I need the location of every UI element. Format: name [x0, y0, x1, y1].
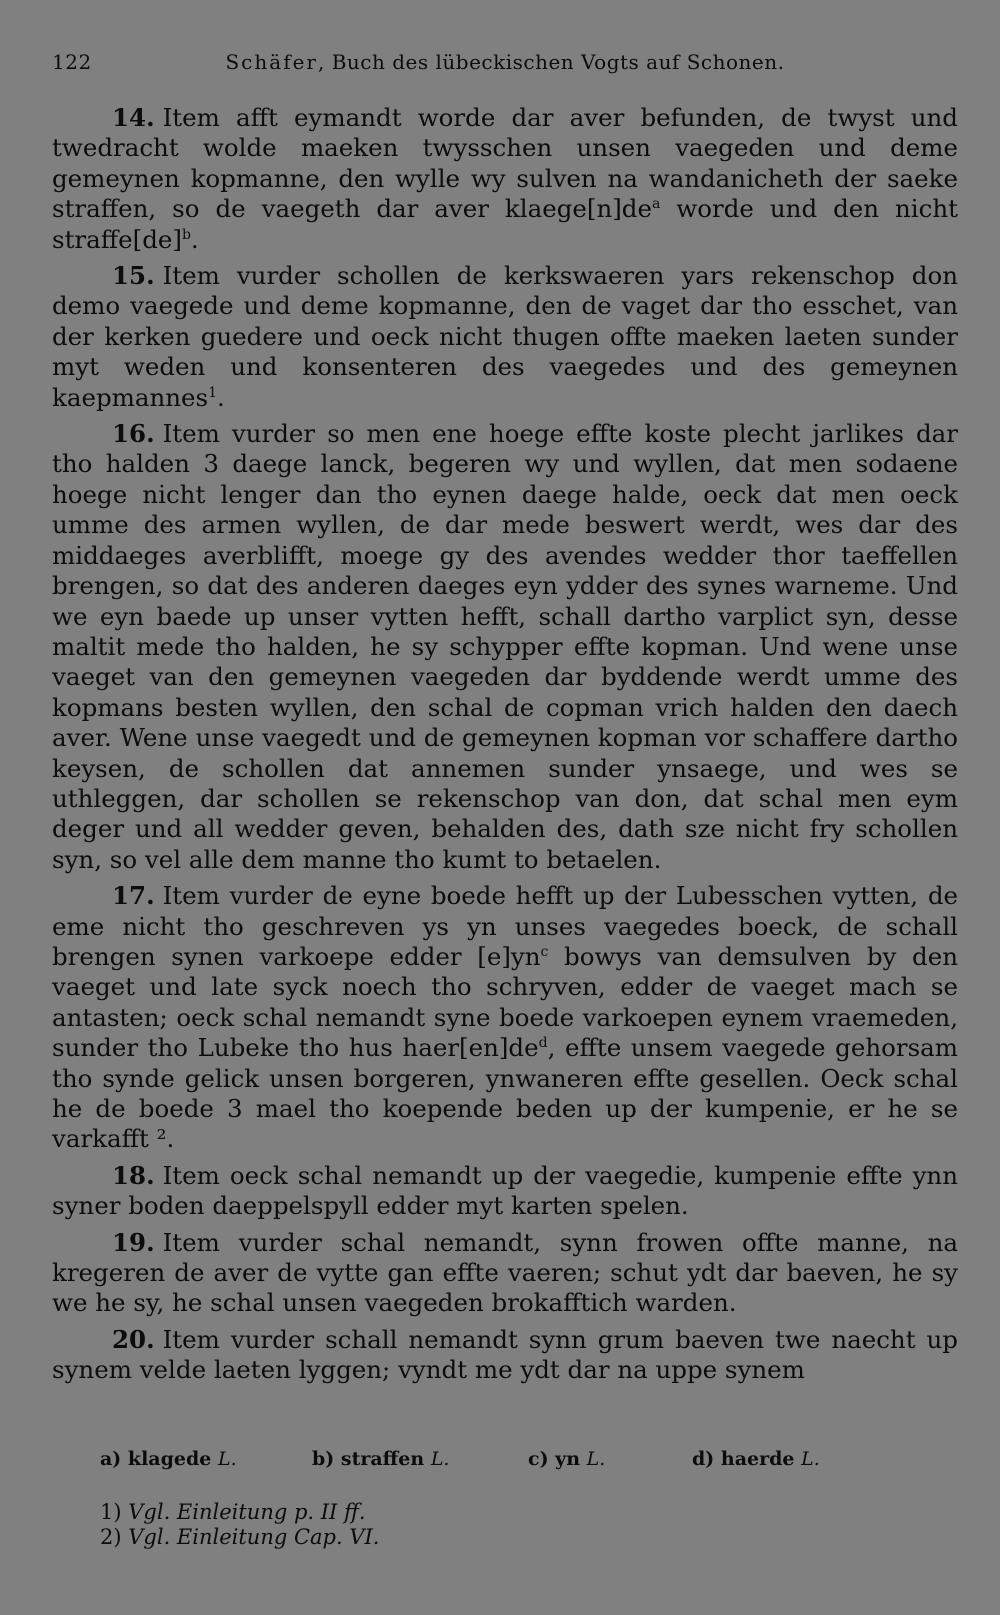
- variant-siglum: L.: [430, 1448, 450, 1470]
- paragraph-text: Item vurder schal nemandt, synn frowen offte manne, na kregeren de aver de vytte gan effte vaeren; schut ydt dar baeven, he sy we he sy, he schal unsen vaegeden brokafftich warden.: [52, 1227, 958, 1318]
- variant-label: a) klagede: [100, 1448, 212, 1470]
- running-head: [52, 50, 958, 80]
- paragraph-text: .: [190, 224, 199, 254]
- variant-label: d) haerde: [692, 1448, 795, 1470]
- paragraph-text: Item oeck schal nemandt up der vaegedie, kumpenie effte ynn syner boden daeppelspyll edder myt karten spelen.: [52, 1160, 958, 1221]
- variant-reading: [692, 1448, 820, 1470]
- footnote-1: [100, 1500, 940, 1525]
- paragraph-number: 14.: [112, 103, 155, 132]
- paragraph-18: [52, 1161, 958, 1222]
- paragraph-16: [52, 419, 958, 875]
- paragraph-number: 19.: [112, 1227, 155, 1257]
- paragraph-number: 17.: [112, 881, 155, 911]
- variant-marker: c: [540, 943, 549, 960]
- paragraph-text: , effte unsem vaegede gehorsam tho synde gelick unsen borgeren, ynwaneren effte gesellen. Oeck schal he de boede 3 mael tho koepende beden up der kumpenie, er he se varkafft ².: [52, 1033, 958, 1154]
- paragraph-14: [52, 103, 958, 255]
- variant-readings: [100, 1448, 940, 1478]
- footnote-number: 2): [100, 1525, 122, 1549]
- footnotes: [100, 1500, 940, 1550]
- variant-label: c) yn: [528, 1448, 581, 1470]
- paragraph-20: [52, 1325, 958, 1386]
- variant-siglum: L.: [217, 1448, 237, 1470]
- variant-siglum: L.: [586, 1448, 606, 1470]
- page-number: 122: [52, 50, 92, 74]
- variant-reading: [100, 1448, 237, 1470]
- paragraph-15: [52, 261, 958, 413]
- paragraph-text: worde und den nicht straffe[de]: [52, 194, 958, 254]
- paragraph-text: Item afft eymandt worde dar aver befunden, de twyst und twedracht wolde maeken twysschen unsen vaegeden und deme gemeynen kopmanne, den wylle wy sulven na wandanicheth der saeke straffen, so de vaegeth dar aver klaege[n]de: [52, 103, 958, 224]
- paragraph-number: 18.: [112, 1160, 155, 1190]
- variant-siglum: L.: [801, 1448, 820, 1470]
- paragraph-text: .: [217, 382, 225, 412]
- paragraph-number: 15.: [112, 261, 155, 291]
- variant-marker: a: [651, 196, 661, 213]
- footnote-text: Vgl. Einleitung p. II ff.: [128, 1500, 366, 1524]
- footnote-number: 1): [100, 1500, 122, 1524]
- variant-marker: d: [538, 1035, 548, 1052]
- variant-reading: [312, 1448, 449, 1470]
- paragraph-text: Item vurder de eyne boede hefft up der Lubesschen vytten, de eme nicht tho geschreven ys yn unses vaegedes boeck, de schall brengen synen varkoepe edder [e]yn: [52, 881, 958, 971]
- paragraph-text: Item vurder so men ene hoege effte koste plecht jarlikes dar tho halden 3 daege lanck, begeren wy und wyllen, dat men sodaene hoege nicht lenger dan tho eynen daege halde, oeck dat men oeck umme des armen wyllen, de dar mede beswert werdt, wes dar des middaeges averblifft, moege gy des avendes wedder thor taeffellen brengen, so dat des anderen daeges eyn ydder des synes warneme. Und we eyn baede up unser vytten hefft, schall dartho varplict syn, desse maltit mede tho halden, he sy schypper effte kopman. Und wene unse vaeget van den gemeynen vaegeden dar byddende werdt umme des kopmans besten wyllen, den schal de copman vrich halden den daech aver. Wene unse vaegedt und de gemeynen kopman vor schaffere dartho keysen, de schollen dat annemen sunder ynsaege, und wes se uthleggen, dar schollen se rekenschop van don, dat schal men eym deger und all wedder geven, behalden des, dath sze nicht fry schollen syn, so vel alle dem manne tho kumt to betaelen.: [52, 419, 958, 874]
- body-text: [52, 103, 958, 1392]
- variant-reading: [528, 1448, 605, 1470]
- paragraph-text: Item vurder schall nemandt synn grum baeven twe naecht up synem velde laeten lyggen; vyndt me ydt dar na uppe synem: [52, 1324, 958, 1385]
- paragraph-17: [52, 881, 958, 1155]
- footnote-text: Vgl. Einleitung Cap. VI.: [128, 1525, 380, 1549]
- footnote-marker: 1: [208, 384, 218, 401]
- header-title: [52, 50, 958, 74]
- footnote-2: [100, 1525, 940, 1550]
- header-author: Schäfer: [225, 50, 318, 74]
- paragraph-number: 16.: [112, 419, 155, 449]
- paragraph-text: bowys van demsulven by den vaeget und late syck noech tho schryven, edder de vaeget mach se antasten; oeck schal nemandt syne boede varkoepen eynem vraemeden, sunder tho Lubeke tho hus haer[en]de: [52, 941, 958, 1063]
- paragraph-text: Item vurder schollen de kerkswaeren yars rekenschop don demo vaegede und deme kopmanne, den de vaget dar tho esschet, van der kerken guedere und oeck nicht thugen offte maeken laeten sunder myt weden und konsenteren des vaegedes und des gemeynen kaepmannes: [52, 261, 958, 412]
- variant-label: b) straffen: [312, 1448, 425, 1470]
- header-book-title: , Buch des lübeckischen Vogts auf Schonen.: [318, 50, 785, 74]
- paragraph-number: 20.: [112, 1324, 155, 1354]
- variant-marker: b: [181, 226, 191, 243]
- paragraph-19: [52, 1228, 958, 1319]
